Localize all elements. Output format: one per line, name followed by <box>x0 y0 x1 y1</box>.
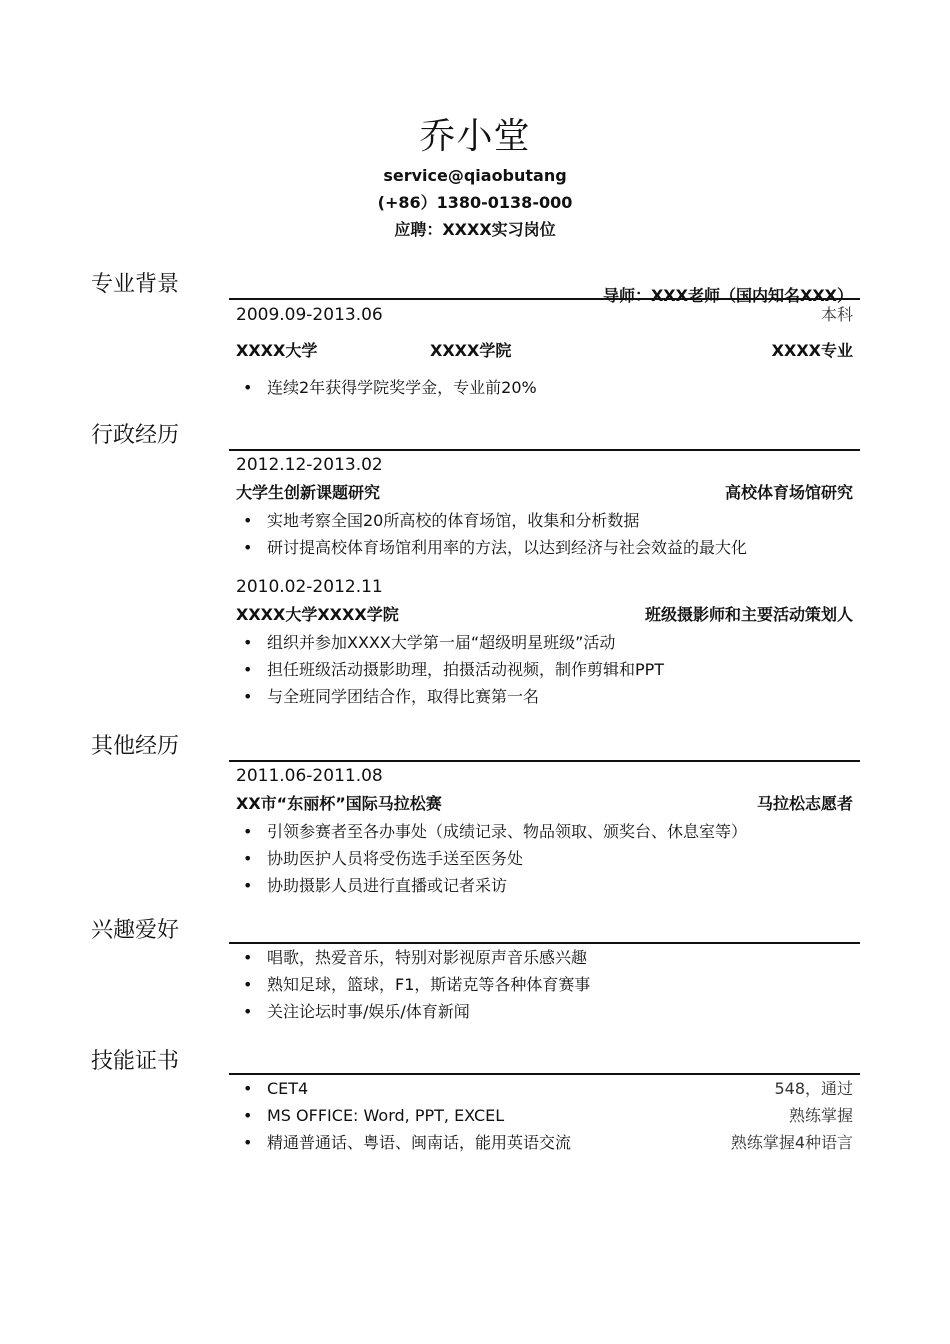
list-item: • MS OFFICE: Word, PPT, EXCEL 熟练掌握 <box>243 1106 853 1125</box>
entry-org: 大学生创新课题研究 <box>236 483 381 502</box>
entry-role: 马拉松志愿者 <box>756 794 853 813</box>
entry-role: 高校体育场馆研究 <box>724 483 853 502</box>
section-title: 行政经历 <box>91 423 180 448</box>
email: service@qiaobutang <box>383 166 567 185</box>
education-date: 2009.09-2013.06 <box>236 305 383 325</box>
phone: (+86）1380-0138-000 <box>377 193 573 212</box>
degree: 本科 <box>820 305 853 324</box>
list-item: • 担任班级活动摄影助理，拍摄活动视频，制作剪辑和PPT <box>243 660 665 679</box>
school: XXXX大学 <box>236 341 318 360</box>
list-item: • 协助医护人员将受伤选手送至医务处 <box>243 849 524 868</box>
list-item: • 唱歌，热爱音乐，特别对影视原声音乐感兴趣 <box>243 948 588 967</box>
entry-org: XX市“东丽杯”国际马拉松赛 <box>236 794 442 813</box>
entry-role: 班级摄影师和主要活动策划人 <box>644 605 853 624</box>
list-item: • 实地考察全国20所高校的体育场馆，收集和分析数据 <box>243 511 640 530</box>
section-title: 技能证书 <box>91 1049 180 1074</box>
list-item: • 精通普通话、粤语、闽南话，能用英语交流 熟练掌握4种语言 <box>243 1133 853 1152</box>
section-title: 兴趣爱好 <box>91 918 180 943</box>
entry-date: 2011.06-2011.08 <box>236 766 383 786</box>
list-item: • 研讨提高校体育场馆利用率的方法，以达到经济与社会效益的最大化 <box>243 538 748 557</box>
mentor: 导师：XXX老师（国内知名XXX） <box>602 286 853 305</box>
list-item: • 熟知足球，篮球，F1，斯诺克等各种体育赛事 <box>243 975 591 994</box>
major: XXXX专业 <box>771 341 853 360</box>
list-item: • 关注论坛时事/娱乐/体育新闻 <box>243 1002 470 1021</box>
section-title: 专业背景 <box>91 272 180 297</box>
applied-position: 应聘：XXXX实习岗位 <box>394 220 556 239</box>
candidate-name: 乔小堂 <box>419 116 531 157</box>
list-item: • 引领参赛者至各办事处（成绩记录、物品领取、颁奖台、休息室等） <box>243 822 748 841</box>
list-item: • 与全班同学团结合作，取得比赛第一名 <box>243 687 540 706</box>
list-item: • 协助摄影人员进行直播或记者采访 <box>243 876 508 895</box>
list-item: • 连续2年获得学院奖学金，专业前20% <box>243 378 537 397</box>
resume-header <box>0 112 950 243</box>
entry-date: 2010.02-2012.11 <box>236 577 383 597</box>
list-item: • 组织并参加XXXX大学第一届“超级明星班级”活动 <box>243 633 616 652</box>
college: XXXX学院 <box>430 341 512 360</box>
section-title: 其他经历 <box>91 734 180 759</box>
entry-date: 2012.12-2013.02 <box>236 455 383 475</box>
list-item: • CET4 548，通过 <box>243 1079 853 1098</box>
entry-org: XXXX大学XXXX学院 <box>236 605 399 624</box>
